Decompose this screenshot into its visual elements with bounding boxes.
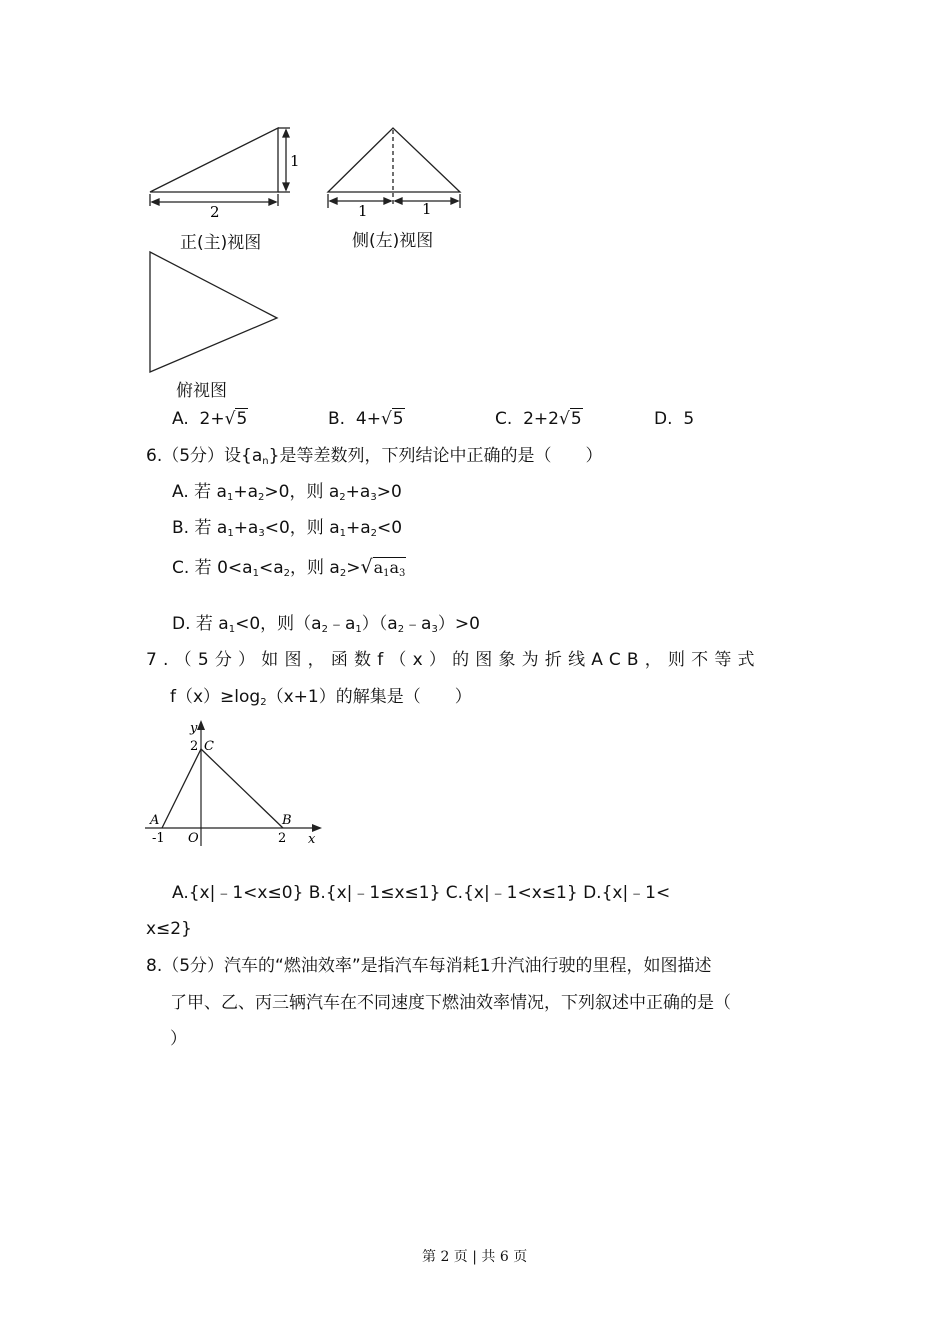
- x-axis-label: x: [308, 832, 316, 847]
- front-height-label: 1: [290, 152, 300, 170]
- q7-stem-line1: 7.（5分）如图，函数f（x）的图象为折线ACB，则不等式: [146, 650, 761, 670]
- tick-y-2: 2: [190, 739, 199, 754]
- tick-x-2: 2: [278, 831, 287, 846]
- origin-label: O: [188, 831, 199, 846]
- q7-options-line1: A.{x|﹣1<x≤0} B.{x|﹣1≤x≤1} C.{x|﹣1<x≤1} D.{x|﹣1<: [172, 883, 671, 903]
- three-view-figure: [140, 120, 480, 390]
- q8-stem-line1: 8.（5分）汽车的“燃油效率”是指汽车每消耗1升汽油行驶的里程，如图描述: [146, 956, 712, 976]
- polyline-acb: [162, 749, 283, 828]
- point-a-label: A: [150, 813, 160, 828]
- q5-option-b: B. 4+√5: [328, 409, 404, 429]
- tick-x-neg1: -1: [152, 831, 165, 846]
- point-b-label: B: [282, 813, 292, 828]
- q7-options-line2: x≤2}: [146, 919, 192, 939]
- side-left-label: 1: [358, 202, 368, 220]
- point-c-label: C: [204, 739, 214, 754]
- q6-option-b: B. 若 $a_1+a_3<0$，则 $a_1+a_2<0$: [172, 518, 403, 539]
- q8-stem-line3: ）: [170, 1029, 187, 1049]
- top-view: [150, 252, 277, 372]
- q8-stem-line2: 了甲、乙、丙三辆汽车在不同速度下燃油效率情况，下列叙述中正确的是（: [170, 993, 731, 1013]
- side-view-caption: 侧(左)视图: [352, 231, 434, 251]
- front-base-label: 2: [210, 203, 220, 221]
- q7-stem-line2: $f(x)\ge\log_2(x+1)$的解集是（ ）: [170, 687, 472, 708]
- q6-option-d: D. 若 $a_1<0$，则$(a_2﹣a_1)(a_2﹣a_3)>0$: [172, 614, 480, 635]
- q6-option-a: A. 若 $a_1+a_2>0$，则 $a_2+a_3>0$: [172, 482, 402, 503]
- side-view: [328, 128, 460, 208]
- q6-stem: 6.（5分）设$\{a_n\}$是等差数列，下列结论中正确的是（ ）: [146, 446, 603, 467]
- y-axis-arrow: [197, 720, 205, 730]
- q5-option-d: D. 5: [654, 409, 695, 429]
- q7-graph: [140, 716, 330, 851]
- x-axis-arrow: [312, 824, 322, 832]
- page-footer: 第 2 页 | 共 6 页: [422, 1249, 528, 1265]
- side-right-label: 1: [422, 200, 432, 218]
- front-view: [150, 128, 290, 206]
- q5-option-a: A. 2+√5: [172, 409, 248, 429]
- top-view-caption: 俯视图: [176, 381, 227, 401]
- front-view-caption: 正(主)视图: [180, 233, 262, 253]
- y-axis-label: y: [190, 721, 198, 736]
- q6-option-c: C. 若 $0<a_1<a_2$，则 $a_2>√a_1a_3$: [172, 556, 406, 579]
- q5-option-c: C. 2+2√5: [495, 409, 582, 429]
